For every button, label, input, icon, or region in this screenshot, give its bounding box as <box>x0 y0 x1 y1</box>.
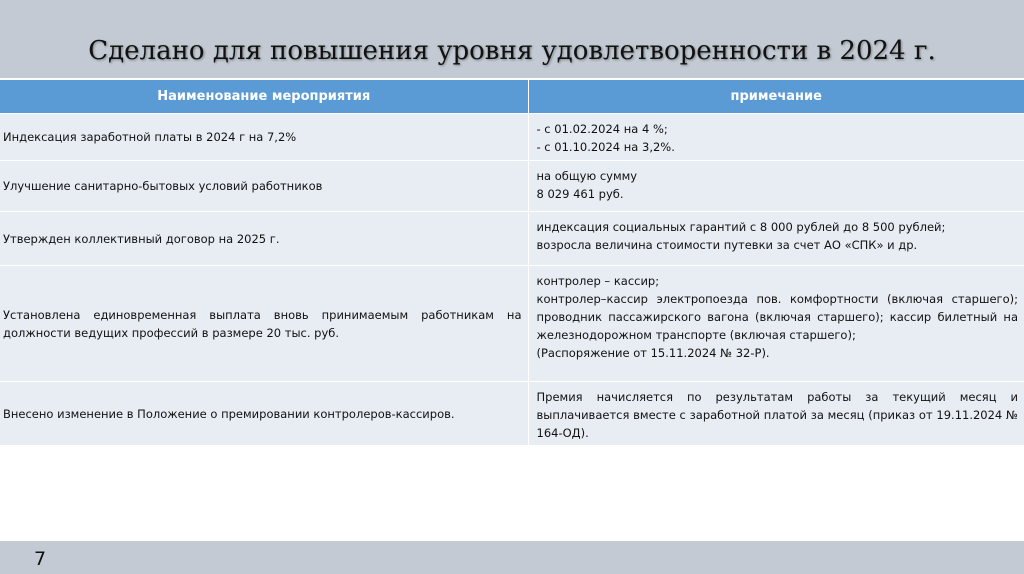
measure-cell: Установлена единовременная выплата вновь принимаемым работникам на должности ведущих профессий в размере 20 тыс. руб. <box>0 266 528 382</box>
measure-cell: Утвержден коллективный договор на 2025 г. <box>0 212 528 266</box>
note-cell <box>528 382 1024 446</box>
slide-title: Сделано для повышения уровня удовлетворенности в 2024 г. <box>88 36 936 67</box>
page-number: 7 <box>34 548 47 570</box>
table-row <box>0 114 1024 161</box>
footer-bar <box>0 541 1024 574</box>
note-line: (Распоряжение от 15.11.2024 № 32-Р). <box>536 346 770 360</box>
note-cell <box>528 114 1024 161</box>
note-line: индексация социальных гарантий с 8 000 рублей до 8 500 рублей; <box>536 220 946 234</box>
note-cell <box>528 266 1024 382</box>
note-line: Премия начисляется по результатам работы за текущий месяц и выплачивается вместе с заработной платой за месяц (приказ от 19.11.2024 № 164-ОД). <box>536 390 1018 440</box>
note-line: возросла величина стоимости путевки за счет АО «СПК» и др. <box>536 238 918 252</box>
note-line: - с 01.10.2024 на 3,2%. <box>536 140 675 154</box>
measure-cell: Внесено изменение в Положение о премировании контролеров-кассиров. <box>0 382 528 446</box>
table-row <box>0 161 1024 212</box>
note-line: контролер–кассир электропоезда пов. комфортности (включая старшего); проводник пассажирского вагона (включая старшего); кассир билетный на железнодорожном транспорте (включая старшего); <box>536 292 1018 342</box>
measure-cell: Индексация заработной платы в 2024 г на 7,2% <box>0 114 528 161</box>
column-header-note: примечание <box>528 80 1024 114</box>
note-line: - с 01.02.2024 на 4 %; <box>536 122 668 136</box>
table-row <box>0 212 1024 266</box>
table-row <box>0 382 1024 446</box>
column-header-measure: Наименование мероприятия <box>0 80 528 114</box>
measure-cell: Улучшение санитарно-бытовых условий работников <box>0 161 528 212</box>
table-header-row <box>0 80 1024 114</box>
note-line: на общую сумму <box>536 169 638 183</box>
table-row <box>0 266 1024 382</box>
note-cell <box>528 161 1024 212</box>
note-line: контролер – кассир; <box>536 274 660 288</box>
note-line: 8 029 461 руб. <box>536 187 624 201</box>
note-cell <box>528 212 1024 266</box>
measures-table <box>0 80 1024 445</box>
